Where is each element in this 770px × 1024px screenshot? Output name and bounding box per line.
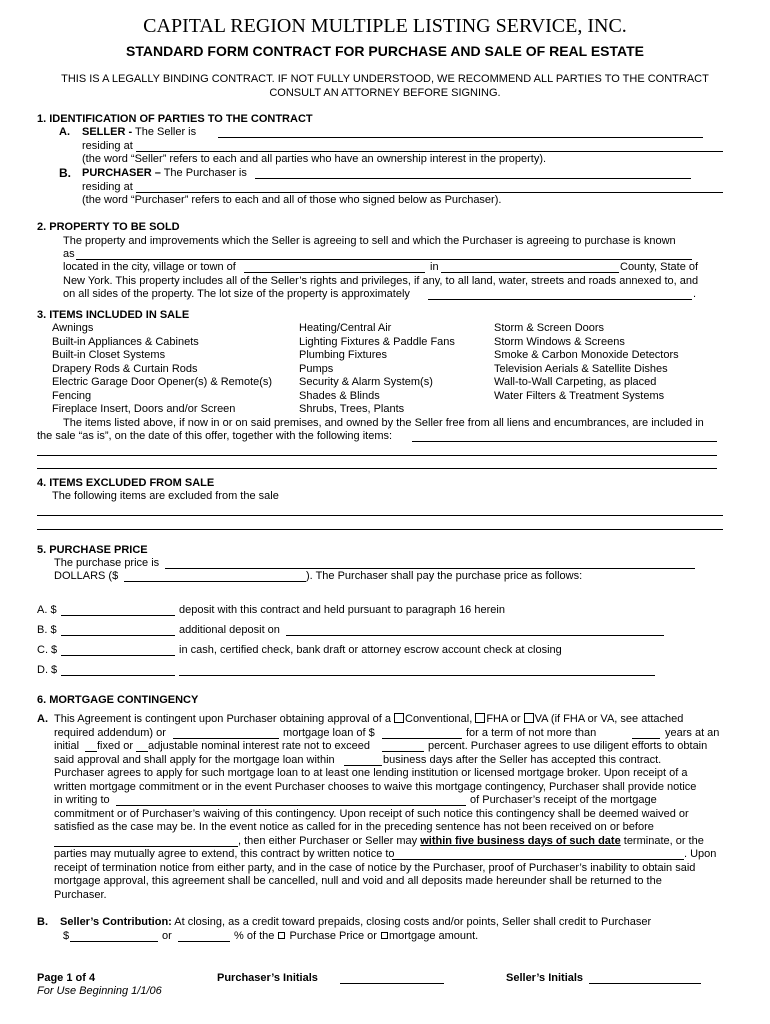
fha-label: FHA or	[486, 713, 524, 725]
payment-a-field[interactable]	[61, 615, 175, 616]
section-6-heading: 6. MORTGAGE CONTINGENCY	[37, 694, 199, 706]
seller-label-bold: SELLER -	[82, 126, 133, 138]
mortgage-a7-p2: of Purchaser’s receipt of the mortgage	[470, 794, 657, 806]
payment-b-text: additional deposit on	[179, 624, 280, 636]
included-item: Fireplace Insert, Doors and/or Screen	[52, 403, 236, 415]
mortgage-amount-option: mortgage amount.	[388, 930, 479, 942]
mortgage-a4-p2: business days after the Seller has accepted this contract.	[383, 754, 662, 766]
payment-d-prefix: D. $	[37, 664, 58, 676]
included-item: Television Aerials & Satellite Dishes	[494, 362, 668, 375]
mortgage-a-line-1	[54, 713, 683, 726]
purchaser-note: (the word “Purchaser” refers to each and all of those who signed below as Purchaser).	[82, 194, 502, 206]
section-1-heading: 1. IDENTIFICATION OF PARTIES TO THE CONTRACT	[37, 113, 313, 125]
seller-label-text: The Seller is	[132, 126, 197, 138]
seller-initials-field[interactable]	[589, 983, 701, 984]
va-label: VA (if FHA or VA, see attached	[534, 713, 684, 725]
contribution-options	[234, 930, 478, 943]
included-item: Pumps	[299, 362, 334, 375]
seller-initials-label: Seller’s Initials	[506, 972, 584, 984]
excluded-items-field-1[interactable]	[37, 515, 723, 516]
purchase-price-option: Purchase Price or	[286, 930, 380, 942]
payment-c-field[interactable]	[61, 655, 175, 656]
org-title: CAPITAL REGION MULTIPLE LISTING SERVICE, INC.	[143, 15, 627, 37]
payment-d-description-field[interactable]	[179, 675, 655, 676]
mortgage-a3-p2: fixed or	[97, 740, 134, 752]
property-town-field[interactable]	[244, 272, 425, 273]
contribution-percent-field[interactable]	[178, 941, 230, 942]
mortgage-a2-p4: years at an	[665, 727, 720, 739]
mortgage-a10	[238, 835, 704, 848]
included-item: Security & Alarm System(s)	[299, 376, 433, 388]
included-para-1: The items listed above, if now in or on said premises, and owned by the Seller free from all liens and encumbrances, are included in	[63, 417, 704, 429]
included-item: Built-in Appliances & Cabinets	[52, 335, 199, 348]
warning-line-2: CONSULT AN ATTORNEY BEFORE SIGNING.	[269, 87, 501, 99]
additional-items-field-2[interactable]	[37, 455, 717, 456]
seller-residing-label: residing at	[82, 140, 133, 152]
seller-label-letter: A.	[59, 126, 70, 138]
property-in-label: in	[430, 261, 439, 273]
property-line-5: on all sides of the property. The lot size of the property is approximately	[63, 288, 410, 300]
section-3-heading: 3. ITEMS INCLUDED IN SALE	[37, 309, 190, 321]
property-line-1: The property and improvements which the Seller is agreeing to sell and which the Purchaser is agreeing to purchase is known	[63, 235, 676, 247]
mortgage-a2-p3: for a term of not more than	[466, 727, 597, 739]
payment-d-field[interactable]	[61, 675, 175, 676]
mortgage-a3-p1: initial	[54, 740, 80, 752]
section-5-heading: 5. PURCHASE PRICE	[37, 544, 148, 556]
notice-deadline-field[interactable]	[54, 846, 238, 847]
business-days-field[interactable]	[344, 765, 382, 766]
payment-b-prefix: B. $	[37, 624, 57, 636]
dollars-close-label: ). The Purchaser shall pay the purchase price as follows:	[306, 570, 583, 582]
purchaser-label-text: The Purchaser is	[160, 167, 247, 179]
legal-warning	[0, 72, 770, 100]
mortgage-a5: Purchaser agrees to apply for such mortgage loan to at least one lending institution or licensed mortgage broker. Upon receipt of a	[54, 767, 688, 779]
va-checkbox[interactable]	[524, 713, 534, 723]
mortgage-a10-p2: terminate, or the	[620, 835, 704, 847]
seller-label	[82, 126, 196, 139]
payment-b-date-field[interactable]	[286, 635, 664, 636]
included-item: Storm Windows & Screens	[494, 335, 625, 348]
mortgage-a-label: A.	[37, 713, 48, 725]
included-item: Water Filters & Treatment Systems	[494, 389, 665, 402]
included-item: Storm & Screen Doors	[494, 322, 605, 334]
included-item: Lighting Fixtures & Paddle Fans	[299, 335, 455, 348]
included-items-col-1	[52, 322, 272, 417]
included-item: Plumbing Fixtures	[299, 349, 388, 361]
seller-contribution-line-1	[60, 916, 651, 929]
mortgage-a-intro: This Agreement is contingent upon Purchaser obtaining approval of a	[54, 713, 394, 725]
contribution-percent-of: % of the	[234, 930, 278, 942]
section-2-heading: 2. PROPERTY TO BE SOLD	[37, 221, 180, 233]
payment-a-prefix: A. $	[37, 604, 57, 616]
seller-note: (the word “Seller” refers to each and all parties who have an ownership interest in the property).	[82, 153, 547, 165]
payment-b-field[interactable]	[61, 635, 175, 636]
adjustable-rate-field[interactable]	[136, 751, 148, 752]
five-business-days-emphasis: within five business days of such date	[420, 835, 621, 847]
mortgage-term-field[interactable]	[632, 738, 660, 739]
included-items-col-2	[299, 322, 455, 417]
mortgage-a11-p1: parties may mutually agree to extend, this contract by written notice to	[54, 848, 395, 860]
purchaser-label-letter: B.	[59, 166, 71, 180]
purchase-price-words-field[interactable]	[165, 568, 695, 569]
mortgage-a3-p3: adjustable nominal interest rate not to exceed	[148, 740, 370, 752]
payment-a-text: deposit with this contract and held pursuant to paragraph 16 herein	[179, 604, 505, 616]
purchaser-initials-field[interactable]	[340, 983, 444, 984]
property-lot-size-field[interactable]	[428, 299, 692, 300]
mortgage-lender-field[interactable]	[173, 738, 279, 739]
property-known-as-field[interactable]	[76, 259, 692, 260]
seller-contribution-text: At closing, as a credit toward prepaids, closing costs and/or points, Seller shall credit to Purchaser	[171, 916, 652, 928]
excluded-text: The following items are excluded from the sale	[52, 490, 279, 502]
mortgage-a7-p1: in writing to	[54, 794, 110, 806]
mortgage-a4-p1: said approval and shall apply for the mortgage loan within	[54, 754, 335, 766]
conventional-label: Conventional,	[405, 713, 476, 725]
purchase-price-checkbox[interactable]	[278, 932, 285, 939]
mortgage-a10-p1: , then either Purchaser or Seller may	[238, 835, 421, 847]
included-item: Awnings	[52, 322, 94, 334]
contribution-or: or	[162, 930, 172, 942]
purchase-price-amount-field[interactable]	[124, 581, 306, 582]
included-item: Built-in Closet Systems	[52, 349, 166, 361]
warning-line-1: THIS IS A LEGALLY BINDING CONTRACT. IF NOT FULLY UNDERSTOOD, WE RECOMMEND ALL PARTIES TO THE CONTRACT	[61, 73, 709, 85]
included-item: Wall-to-Wall Carpeting, as placed	[494, 376, 657, 388]
included-item: Fencing	[52, 389, 92, 402]
conventional-checkbox[interactable]	[394, 713, 404, 723]
mortgage-a3-p4: percent. Purchaser agrees to use diligent efforts to obtain	[428, 740, 708, 752]
payment-c-prefix: C. $	[37, 644, 58, 656]
mortgage-a2-p2: mortgage loan of $	[283, 727, 375, 739]
property-line-4: New York. This property includes all of the Seller’s rights and privileges, if any, to all land, water, streets and roads annexed to, and	[63, 275, 699, 287]
property-county-label: County, State of	[620, 261, 699, 273]
purchaser-name-field[interactable]	[255, 178, 691, 179]
property-period: .	[693, 288, 697, 300]
included-item: Smoke & Carbon Monoxide Detectors	[494, 349, 679, 361]
contribution-amount-field[interactable]	[70, 941, 158, 942]
purchaser-address-field[interactable]	[136, 192, 723, 193]
excluded-items-field-2[interactable]	[37, 529, 723, 530]
mortgage-amount-field[interactable]	[382, 738, 462, 739]
use-beginning-note: For Use Beginning 1/1/06	[37, 985, 162, 997]
form-title: STANDARD FORM CONTRACT FOR PURCHASE AND SALE OF REAL ESTATE	[126, 43, 644, 59]
purchase-price-label: The purchase price is	[54, 557, 160, 569]
notice-recipient-field[interactable]	[116, 805, 466, 806]
included-item: Electric Garage Door Opener(s) & Remote(s)	[52, 376, 273, 388]
mortgage-a6: written mortgage commitment or in the event Purchaser chooses to waive this mortgage contingency, Purchaser shall provide notice	[54, 781, 697, 793]
included-item: Shrubs, Trees, Plants	[299, 403, 405, 415]
mortgage-a8: commitment or of Purchaser’s waiving of this contingency. Upon receipt of such notice this contingency shall be deemed waived or	[54, 808, 689, 820]
purchaser-residing-label: residing at	[82, 181, 133, 193]
purchaser-label-bold: PURCHASER –	[82, 167, 161, 179]
included-item: Drapery Rods & Curtain Rods	[52, 362, 198, 375]
purchaser-initials-label: Purchaser’s Initials	[217, 972, 318, 984]
seller-name-field[interactable]	[218, 137, 703, 138]
fixed-rate-field[interactable]	[85, 751, 97, 752]
seller-contribution-label: Seller’s Contribution:	[60, 916, 172, 928]
additional-items-field-3[interactable]	[37, 468, 717, 469]
mortgage-a9: satisfied as the case may be. In the event notice as called for in the preceding sentence has not been received on or before	[54, 821, 654, 833]
property-as: as	[63, 248, 75, 260]
mortgage-a2-p1: required addendum) or	[54, 727, 166, 739]
seller-address-field[interactable]	[136, 151, 723, 152]
contribution-dollar-sign: $	[63, 930, 70, 942]
mortgage-a12: receipt of termination notice from either party, and in the case of notice by the Purchaser, proof of Purchaser’s inability to obtain said	[54, 862, 696, 874]
included-items-col-3	[494, 322, 679, 403]
property-located-label: located in the city, village or town of	[63, 261, 236, 273]
section-4-heading: 4. ITEMS EXCLUDED FROM SALE	[37, 477, 215, 489]
additional-items-field-1[interactable]	[412, 441, 717, 442]
mortgage-a11-p2: . Upon	[684, 848, 717, 860]
included-item: Heating/Central Air	[299, 322, 392, 334]
mortgage-a14: Purchaser.	[54, 889, 107, 901]
fha-checkbox[interactable]	[475, 713, 485, 723]
included-item: Shades & Blinds	[299, 389, 380, 402]
page-number: Page 1 of 4	[37, 972, 96, 984]
termination-recipient-field[interactable]	[392, 859, 684, 860]
payment-c-text: in cash, certified check, bank draft or attorney escrow account check at closing	[179, 644, 562, 656]
purchaser-label	[82, 167, 247, 180]
mortgage-a13: mortgage approval, this agreement shall be cancelled, null and void and all deposits made hereunder shall be returned to the	[54, 875, 662, 887]
property-county-field[interactable]	[441, 272, 619, 273]
included-para-2: the sale “as is”, on the date of this offer, together with the following items:	[37, 430, 393, 442]
seller-contribution-letter: B.	[37, 916, 48, 928]
mortgage-amount-checkbox[interactable]	[381, 932, 388, 939]
interest-rate-field[interactable]	[382, 751, 424, 752]
dollars-open-label: DOLLARS ($	[54, 570, 119, 582]
